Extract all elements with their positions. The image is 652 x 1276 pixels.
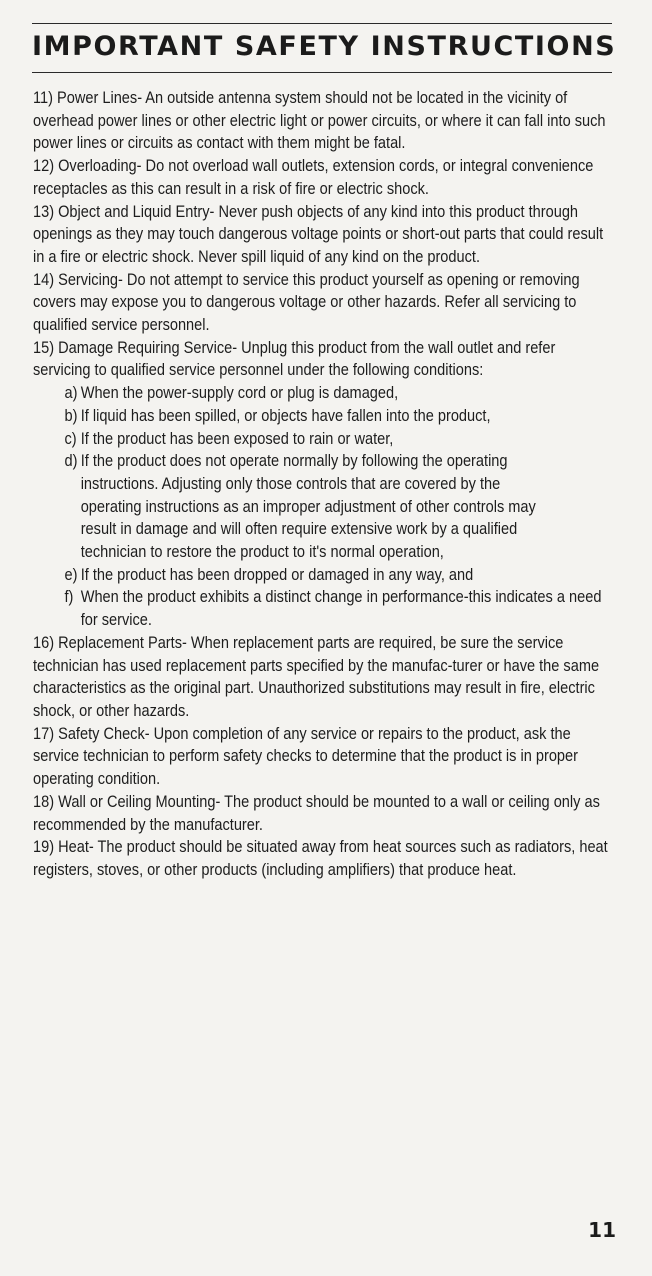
condition-a bbox=[33, 382, 614, 405]
condition-text: If liquid has been spilled, or objects have fallen into the product, bbox=[80, 406, 491, 425]
condition-c bbox=[33, 428, 614, 451]
page-number: 11 bbox=[588, 1218, 616, 1242]
condition-label: b) bbox=[64, 406, 78, 425]
instruction-15: 15) Damage Requiring Service- Unplug this product from the wall outlet and refer servicing to qualified service personnel under the following conditions: bbox=[33, 338, 556, 380]
instruction-14: 14) Servicing- Do not attempt to service this product yourself as opening or removing covers may expose you to dangerous voltage or other hazards. Refer all servicing to qualified service personnel. bbox=[33, 270, 580, 335]
instruction-11: 11) Power Lines- An outside antenna system should not be located in the vicinity of overhead power lines or other electric light or power circuits, or where it can fall into such power lines or circuits as contact with them might be fatal. bbox=[33, 89, 606, 153]
instructions-body bbox=[33, 87, 614, 882]
instruction-13: 13) Object and Liquid Entry- Never push objects of any kind into this product through openings as they may touch dangerous voltage points or short-out parts that could result in a fire or electric shock. Never spill liquid of any kind on the product. bbox=[33, 202, 604, 266]
condition-text: If the product has been exposed to rain or water, bbox=[80, 429, 394, 448]
condition-label: a) bbox=[64, 384, 78, 403]
instruction-17: 17) Safety Check- Upon completion of any service or repairs to the product, ask the service technician to perform safety checks to determine that the product is in proper operating condition. bbox=[33, 724, 578, 789]
condition-text: If the product has been dropped or damaged in any way, and bbox=[80, 565, 474, 584]
header-rule-bottom bbox=[32, 72, 612, 73]
page-title: IMPORTANT SAFETY INSTRUCTIONS bbox=[32, 31, 617, 62]
condition-e bbox=[33, 564, 614, 587]
condition-b bbox=[33, 405, 614, 428]
condition-label: d) bbox=[64, 452, 78, 471]
instruction-18: 18) Wall or Ceiling Mounting- The product should be mounted to a wall or ceiling only as recommended by the manufacturer. bbox=[33, 792, 600, 834]
instruction-12: 12) Overloading- Do not overload wall outlets, extension cords, or integral convenience receptacles as this can result in a risk of fire or electric shock. bbox=[33, 157, 594, 198]
condition-text: When the power-supply cord or plug is damaged, bbox=[80, 384, 399, 403]
condition-text: When the product exhibits a distinct change in performance-this indicates a need for service. bbox=[80, 588, 602, 630]
condition-text: If the product does not operate normally by following the operating instructions. Adjusting only those controls that are covered by the operating instructions as an improper adjustment of other controls may result in damage and will often require extensive work by a qualified technician to restore the product to it's normal operation, bbox=[80, 452, 536, 562]
instruction-16: 16) Replacement Parts- When replacement parts are required, be sure the service technician has used replacement parts specified by the manufac-turer or have the same characteristics as the original part. Unauthorized substitutions may result in fire, electric shock, or other hazards. bbox=[33, 633, 600, 720]
condition-d bbox=[33, 450, 614, 564]
header-rule-top bbox=[32, 23, 612, 24]
condition-label: e) bbox=[64, 565, 78, 584]
condition-label: f) bbox=[64, 588, 74, 607]
condition-label: c) bbox=[64, 429, 77, 448]
instruction-19: 19) Heat- The product should be situated away from heat sources such as radiators, heat registers, stoves, or other products (including amplifiers) that produce heat. bbox=[33, 838, 608, 879]
condition-f bbox=[33, 586, 614, 631]
